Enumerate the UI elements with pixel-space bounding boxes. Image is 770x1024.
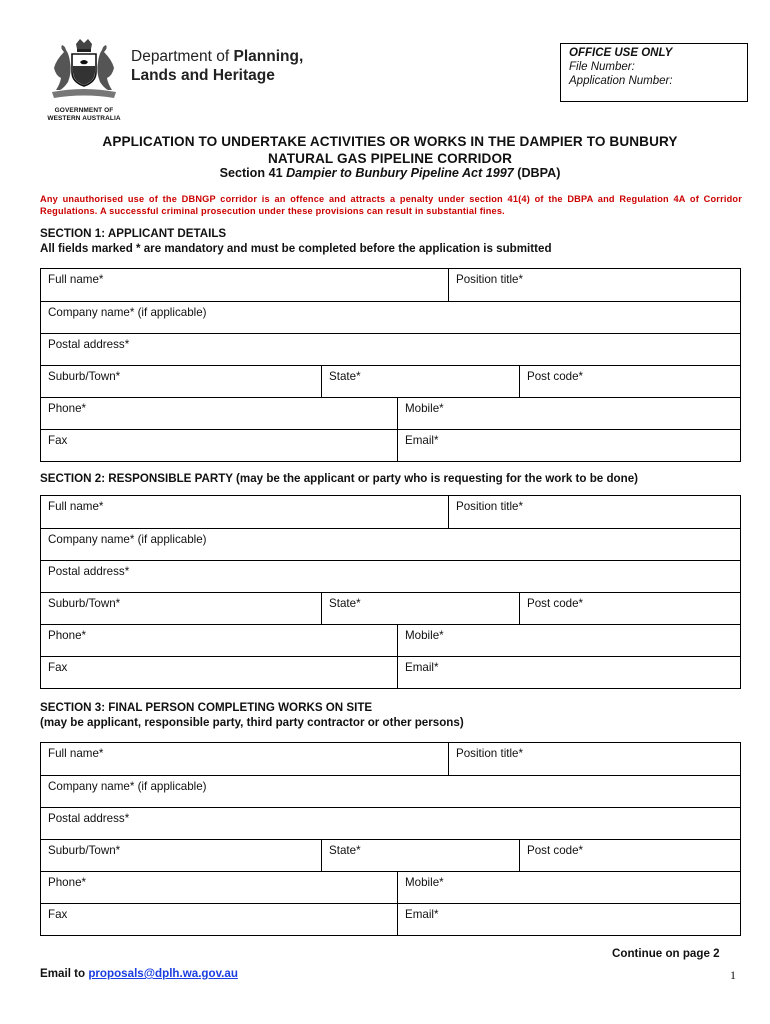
full-name-field[interactable] bbox=[41, 496, 448, 528]
postal-address-field[interactable] bbox=[41, 334, 740, 365]
form-row bbox=[41, 807, 740, 839]
gov-line-1: GOVERNMENT OF bbox=[54, 107, 114, 114]
post-code-label: Post code* bbox=[527, 844, 584, 857]
full-name-label: Full name* bbox=[48, 747, 104, 760]
state-field[interactable] bbox=[321, 366, 519, 397]
page-title bbox=[40, 133, 740, 167]
form-row bbox=[41, 743, 740, 775]
form-row bbox=[41, 333, 740, 365]
suburb-field[interactable] bbox=[41, 593, 321, 624]
company-name-label: Company name* (if applicable) bbox=[48, 533, 207, 546]
mobile-field[interactable] bbox=[397, 625, 740, 656]
office-use-heading: OFFICE USE ONLY bbox=[569, 47, 673, 59]
fax-field[interactable] bbox=[41, 904, 397, 935]
government-label bbox=[40, 107, 128, 122]
suburb-label: Suburb/Town* bbox=[48, 844, 121, 857]
mobile-field[interactable] bbox=[397, 398, 740, 429]
full-name-label: Full name* bbox=[48, 273, 104, 286]
phone-label: Phone* bbox=[48, 876, 87, 889]
post-code-label: Post code* bbox=[527, 370, 584, 383]
company-name-field[interactable] bbox=[41, 776, 740, 807]
position-title-field[interactable] bbox=[448, 496, 740, 528]
full-name-field[interactable] bbox=[41, 269, 448, 301]
form-row bbox=[41, 429, 740, 461]
postal-address-field[interactable] bbox=[41, 561, 740, 592]
email-prefix: Email to bbox=[40, 967, 89, 980]
email-field[interactable] bbox=[397, 904, 740, 935]
fax-label: Fax bbox=[48, 908, 68, 921]
position-title-label: Position title* bbox=[456, 500, 524, 513]
suburb-label: Suburb/Town* bbox=[48, 370, 121, 383]
section-1-heading: SECTION 1: APPLICANT DETAILS bbox=[40, 227, 227, 240]
full-name-label: Full name* bbox=[48, 500, 104, 513]
form-row bbox=[41, 656, 740, 688]
form-row bbox=[41, 871, 740, 903]
application-number-label: Application Number: bbox=[569, 75, 673, 87]
state-label: State* bbox=[329, 597, 361, 610]
state-field[interactable] bbox=[321, 593, 519, 624]
form-row bbox=[41, 775, 740, 807]
state-label: State* bbox=[329, 370, 361, 383]
suburb-label: Suburb/Town* bbox=[48, 597, 121, 610]
mobile-label: Mobile* bbox=[405, 876, 444, 889]
full-name-field[interactable] bbox=[41, 743, 448, 775]
subtitle-prefix: Section 41 bbox=[219, 166, 287, 180]
position-title-field[interactable] bbox=[448, 743, 740, 775]
position-title-label: Position title* bbox=[456, 273, 524, 286]
email-label: Email* bbox=[405, 908, 439, 921]
section-2-header bbox=[40, 471, 750, 486]
section-2-heading: SECTION 2: RESPONSIBLE PARTY (may be the applicant or party who is requesting for the work to be done) bbox=[40, 472, 639, 485]
postal-address-label: Postal address* bbox=[48, 338, 130, 351]
company-name-field[interactable] bbox=[41, 529, 740, 560]
mobile-label: Mobile* bbox=[405, 402, 444, 415]
postal-address-label: Postal address* bbox=[48, 565, 130, 578]
phone-field[interactable] bbox=[41, 398, 397, 429]
post-code-field[interactable] bbox=[519, 840, 740, 871]
email-footer bbox=[40, 967, 238, 980]
form-row bbox=[41, 365, 740, 397]
government-logo bbox=[40, 38, 136, 122]
mobile-field[interactable] bbox=[397, 872, 740, 903]
state-label: State* bbox=[329, 844, 361, 857]
fax-field[interactable] bbox=[41, 657, 397, 688]
postal-address-label: Postal address* bbox=[48, 812, 130, 825]
section-3-heading: SECTION 3: FINAL PERSON COMPLETING WORKS ON SITE bbox=[40, 701, 373, 714]
department-name bbox=[131, 47, 303, 85]
section-3-form bbox=[40, 742, 741, 936]
company-name-label: Company name* (if applicable) bbox=[48, 306, 207, 319]
section-2-form bbox=[40, 495, 741, 689]
form-row bbox=[41, 397, 740, 429]
fax-label: Fax bbox=[48, 661, 68, 674]
continue-note: Continue on page 2 bbox=[612, 947, 720, 960]
fax-field[interactable] bbox=[41, 430, 397, 461]
page-number: 1 bbox=[730, 968, 736, 982]
company-name-field[interactable] bbox=[41, 302, 740, 333]
form-row bbox=[41, 624, 740, 656]
file-number-label: File Number: bbox=[569, 61, 635, 73]
suburb-field[interactable] bbox=[41, 840, 321, 871]
office-use-box bbox=[560, 43, 748, 102]
postal-address-field[interactable] bbox=[41, 808, 740, 839]
form-row bbox=[41, 269, 740, 301]
email-link[interactable]: proposals@dplh.wa.gov.au bbox=[88, 967, 238, 980]
mobile-label: Mobile* bbox=[405, 629, 444, 642]
page-subtitle bbox=[40, 166, 740, 180]
form-row bbox=[41, 592, 740, 624]
section-1-note: All fields marked * are mandatory and must be completed before the application is submitted bbox=[40, 242, 552, 255]
title-line-2: NATURAL GAS PIPELINE CORRIDOR bbox=[267, 151, 513, 166]
form-row bbox=[41, 528, 740, 560]
dept-line-2: Lands and Heritage bbox=[131, 67, 275, 84]
gov-line-2: WESTERN AUSTRALIA bbox=[47, 114, 121, 122]
email-field[interactable] bbox=[397, 430, 740, 461]
email-field[interactable] bbox=[397, 657, 740, 688]
position-title-field[interactable] bbox=[448, 269, 740, 301]
post-code-label: Post code* bbox=[527, 597, 584, 610]
section-1-header bbox=[40, 226, 750, 256]
phone-label: Phone* bbox=[48, 629, 87, 642]
coat-of-arms-icon bbox=[42, 38, 126, 102]
post-code-field[interactable] bbox=[519, 593, 740, 624]
form-row bbox=[41, 560, 740, 592]
email-label: Email* bbox=[405, 434, 439, 447]
section-3-note: (may be applicant, responsible party, third party contractor or other persons) bbox=[40, 716, 464, 729]
form-row bbox=[41, 903, 740, 935]
title-line-1: APPLICATION TO UNDERTAKE ACTIVITIES OR WORKS IN THE DAMPIER TO BUNBURY bbox=[102, 134, 678, 149]
dept-prefix: Department of bbox=[131, 48, 234, 65]
section-3-header bbox=[40, 700, 750, 730]
state-field[interactable] bbox=[321, 840, 519, 871]
phone-field[interactable] bbox=[41, 625, 397, 656]
form-row bbox=[41, 496, 740, 528]
subtitle-act: Dampier to Bunbury Pipeline Act 1997 bbox=[286, 166, 514, 180]
section-1-form bbox=[40, 268, 741, 462]
email-label: Email* bbox=[405, 661, 439, 674]
warning-notice: Any unauthorised use of the DBNGP corridor is an offence and attracts a penalty under section 41(4) of the DBPA and Regulation 4A of Corridor Regulations. A successful criminal prosecution under these provisions can result in substantial fines. bbox=[40, 194, 742, 216]
phone-field[interactable] bbox=[41, 872, 397, 903]
fax-label: Fax bbox=[48, 434, 68, 447]
position-title-label: Position title* bbox=[456, 747, 524, 760]
company-name-label: Company name* (if applicable) bbox=[48, 780, 207, 793]
dept-bold: Planning, bbox=[233, 48, 304, 65]
post-code-field[interactable] bbox=[519, 366, 740, 397]
phone-label: Phone* bbox=[48, 402, 87, 415]
suburb-field[interactable] bbox=[41, 366, 321, 397]
form-row bbox=[41, 839, 740, 871]
subtitle-suffix: (DBPA) bbox=[513, 166, 561, 180]
form-row bbox=[41, 301, 740, 333]
